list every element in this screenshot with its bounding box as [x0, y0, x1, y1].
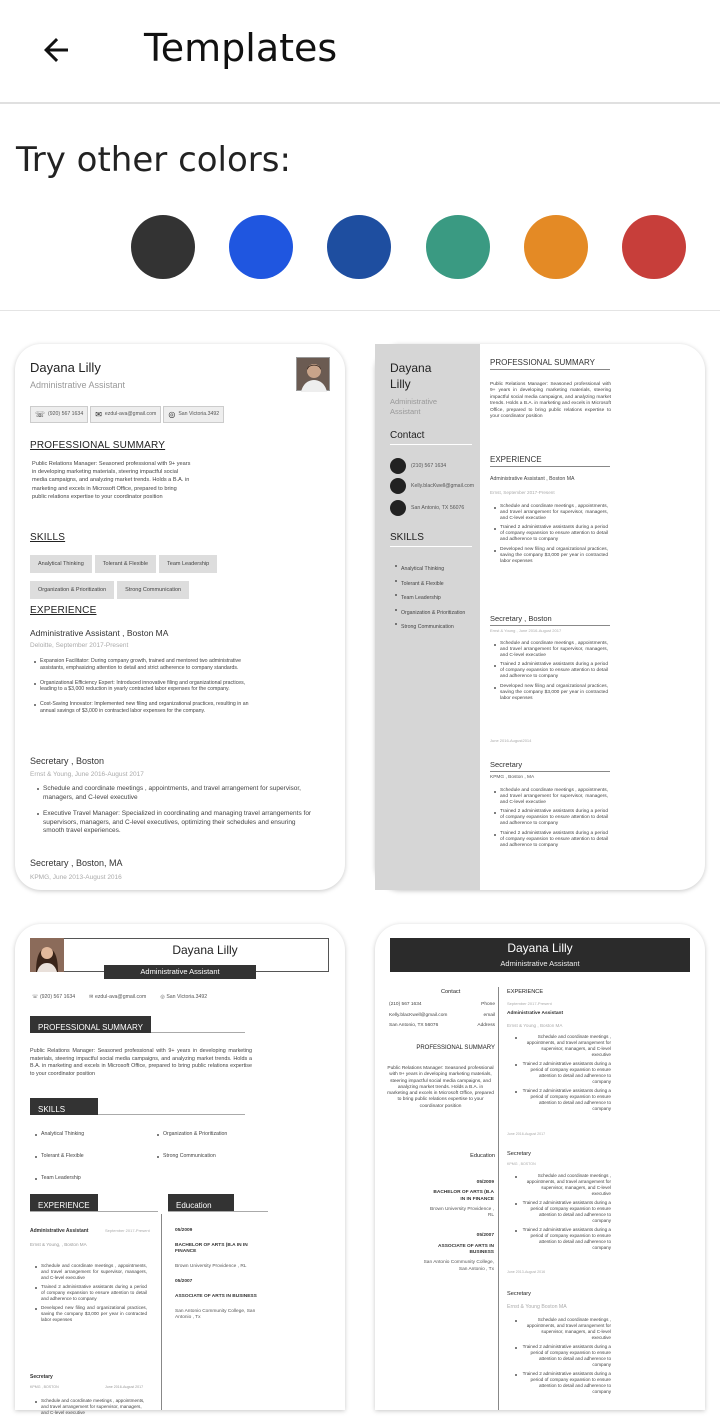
job3-bullet: Schedule and coordinate meetings , appointments, and travel arrangement for supervisor, managers, and C-level executive	[492, 788, 608, 806]
resume-name: Dayana Lilly	[507, 941, 573, 955]
job1-bullet: Schedule and coordinate meetings , appointments, and travel arrangement for supervisor, managers, and C-level executive	[513, 1034, 611, 1058]
skill-item: Strong Communication	[155, 1153, 216, 1159]
edu2-date: 05/2007	[476, 1233, 494, 1239]
summary-heading: PROFESSIONAL SUMMARY	[490, 358, 610, 370]
email-text: Kelly.blacKwell@gmail.com	[411, 482, 475, 489]
experience-heading: EXPERIENCE	[30, 605, 97, 616]
skill-item: Team Leadership	[393, 591, 465, 606]
contact-address	[390, 500, 464, 516]
job1-bullet: Schedule and coordinate meetings , appointments, and travel arrangement for supervisor, managers, and C-level executive	[492, 504, 608, 522]
color-swatch-dark[interactable]	[131, 215, 195, 279]
job1-bullet: Trained 2 administrative assistants during a period of company expansion to ensure attention to detail and adherence to company	[513, 1061, 611, 1085]
color-swatch-navy[interactable]	[327, 215, 391, 279]
job1-company: Ernst, September 2017-Present	[490, 490, 555, 495]
contact-phone	[30, 406, 88, 423]
address-text: San Antonio, TX 56076	[411, 504, 465, 511]
address-text: ◎ San Victoria.3492	[160, 994, 208, 1000]
summary-text: Public Relations Manager: Seasoned professional with 9+ years in developing marketing materials, steering impactful social media campaigns, and analyzing market trends. Holds a B.A. in marketing and excels in Microsoft Office, prepared to bring public relations expertise to your coordinator position	[387, 1066, 494, 1109]
resume-role: Administrative Assistant	[390, 397, 438, 416]
job3-title: Secretary	[490, 760, 610, 772]
timeline-line	[498, 987, 499, 1410]
job3-company: KPMG , Boston , MA	[490, 775, 535, 780]
job3-bullets	[513, 1317, 611, 1395]
job1-date: September 2017-Present	[507, 1001, 552, 1006]
edu2-school: San Antonio Community College, San Antonio , Tx	[423, 1260, 494, 1272]
edu2-date: 05/2007	[175, 1279, 193, 1284]
edu1-school: Brown University Providence , RL	[175, 1264, 247, 1269]
resume-role: Administrative Assistant	[104, 965, 256, 979]
summary-heading: PROFESSIONAL SUMMARY	[416, 1045, 495, 1051]
email-text: ✉ ezdul-ava@gmail.com	[89, 994, 147, 1000]
job2-date: June 2016-August2014	[490, 738, 532, 743]
job3-bullet: Trained 2 administrative assistants during a period of company expansion to ensure attention to detail and adherence to company	[492, 809, 608, 827]
experience-heading: EXPERIENCE	[490, 455, 610, 467]
edu2-school: San Antonio Community College, San Antonio , Tx	[175, 1309, 256, 1320]
job2-bullets	[492, 641, 608, 702]
location-icon: ◎	[168, 410, 176, 419]
job2-bullet: Trained 2 administrative assistants during a period of company expansion to ensure attention to detail and adherence to company	[513, 1200, 611, 1224]
job1-bullets	[32, 658, 258, 715]
skill-item: Tolerant & Flexible	[393, 577, 465, 592]
education-heading: Education	[470, 1153, 495, 1159]
job1-bullet: Developed new filing and organizational practices, saving the company $3,000 per year in contracted labor expenses	[492, 547, 608, 565]
job1-date: September 2017-Present	[105, 1228, 150, 1233]
job1-company: Ernst & Young, , Boston MA	[30, 1242, 87, 1247]
edu2-degree: ASSOCIATE OF ARTS IN BUSINESS	[175, 1294, 257, 1299]
job2-bullet: Schedule and coordinate meetings , appointments, and travel arrangement for supervisor, managers, and C-level executive	[492, 641, 608, 659]
job1-bullet: Developed new filing and organizational practices, saving the company $3,000 per year in contracted labor expenses	[33, 1305, 147, 1323]
job1-bullets	[492, 504, 608, 565]
summary-text: Public Relations Manager: Seasoned professional with 9+ years in developing marketing materials, steering impactful social media campaigns, and analyzing market trends. Holds a B.A. in marketing and excels in Microsoft Office, prepared to bring public relations expertise to your coordinator position	[32, 461, 191, 500]
job2-bullet: Executive Travel Manager: Specialized in coordinating and managing travel arrangements for supervisors, managers, and C-level executives, optimizing their schedules and ensuring smooth travel experiences.	[35, 810, 315, 836]
summary-text: Public Relations Manager: Seasoned professional with 9+ years in developing marketing materials, steering impactful social media campaigns, and analyzing market trends. Holds a B.A. in marketing and excels in Microsoft Office, prepared to bring public relations expertise to your coordinator position	[30, 1048, 252, 1077]
skill-chip: Strong Communication	[117, 581, 189, 599]
colors-label: Try other colors:	[16, 140, 291, 180]
job2-title: Secretary	[30, 1374, 53, 1380]
job1-bullet: Trained 2 administrative assistants during a period of company expansion to ensure attention to detail and adherence to company	[492, 525, 608, 543]
job2-bullet: Schedule and coordinate meetings , appointments, and travel arrangement for supervisor, managers, and C-level executive	[513, 1173, 611, 1197]
skills-heading: SKILLS	[390, 532, 472, 547]
address-text: San Victoria.3492	[178, 411, 220, 417]
summary-text: Public Relations Manager: Seasoned professional with 9+ years in developing marketing materials, steering impactful social media campaigns, and analyzing market trends. Holds a B.A. in marketing and excels in Microsoft Office, prepared to bring public relations expertise to your coordinator position	[490, 382, 611, 420]
job3-bullet: Trained 2 administrative assistants during a period of company expansion to ensure attention to detail and adherence to company	[513, 1371, 611, 1395]
job2-company: KPMG , BOSTON	[507, 1162, 536, 1166]
contact-row	[32, 994, 207, 1001]
job1-title: Administrative Assistant	[30, 1228, 89, 1234]
edu1-school: Brown University Providence , RL	[430, 1206, 494, 1219]
skill-item: Analytical Thinking	[33, 1131, 84, 1137]
color-swatch-orange[interactable]	[524, 215, 588, 279]
contact-email	[390, 478, 475, 494]
skill-chip: Organization & Prioritization	[30, 581, 114, 599]
resume-name: Dayana Lilly	[390, 361, 432, 391]
job1-bullet: Organizational Efficiency Expert: Introduced innovative filing and organizational practices, leading to a $3,000 reduction in yearly contracted labor expenses for the company.	[32, 680, 258, 694]
skills-heading: SKILLS	[30, 532, 66, 543]
contact-heading: Contact	[441, 989, 461, 995]
app-bar	[0, 0, 720, 104]
skill-chip: Analytical Thinking	[30, 555, 92, 573]
phone-icon: ☏	[32, 994, 40, 1000]
skill-item: Tolerant & Flexible	[33, 1153, 84, 1159]
phone-text: (210) 567 1634	[389, 1002, 422, 1007]
job3-company: KPMG, June 2013-August 2016	[30, 874, 122, 881]
color-swatch-teal[interactable]	[426, 215, 490, 279]
job2-bullet: Trained 2 administrative assistants during a period of company expansion to ensure attention to detail and adherence to company	[492, 662, 608, 680]
resume-role: Administrative Assistant	[30, 380, 126, 390]
job2-bullets	[513, 1173, 611, 1251]
avatar	[30, 938, 64, 972]
email-text: Kelly.blacKwell@gmail.com	[389, 1012, 448, 1018]
skills-heading: SKILLS	[30, 1098, 98, 1115]
avatar	[296, 357, 330, 391]
color-swatch-blue[interactable]	[229, 215, 293, 279]
job2-bullet: Trained 2 administrative assistants during a period of company expansion to ensure attention to detail and adherence to company	[513, 1227, 611, 1251]
job1-bullet: Trained 2 administrative assistants during a period of company expansion to ensure attention to detail and adherence to company	[513, 1088, 611, 1112]
skill-item: Team Leadership	[33, 1175, 81, 1181]
job1-bullets	[513, 1034, 611, 1112]
edu1-date: 05/2009	[476, 1180, 494, 1185]
phone-icon	[390, 458, 406, 474]
job3-bullets	[492, 788, 608, 849]
job1-company: Deloitte, September 2017-Present	[30, 642, 129, 649]
job2-bullet: Schedule and coordinate meetings , appointments, and travel arrangement for supervisor, managers, and C-level executive	[35, 785, 315, 802]
job2-date: June 2016-August 2017	[105, 1385, 144, 1389]
contact-address	[163, 406, 224, 423]
contact-heading: Contact	[390, 430, 472, 445]
color-swatch-red[interactable]	[622, 215, 686, 279]
address-text: San Antonio, TX 56076	[389, 1023, 439, 1028]
job1-bullet: Schedule and coordinate meetings , appointments, and travel arrangement for supervisor, managers, and C-level executive	[33, 1263, 147, 1281]
summary-heading: PROFESSIONAL SUMMARY	[30, 440, 166, 451]
job2-company: Ernst & Young, June 2016-August 2017	[30, 771, 144, 778]
summary-heading: PROFESSIONAL SUMMARY	[30, 1016, 151, 1033]
job3-bullet: Trained 2 administrative assistants during a period of company expansion to ensure attention to detail and adherence to company	[492, 831, 608, 849]
job1-title: Administrative Assistant	[507, 1011, 564, 1016]
job3-bullet: Schedule and coordinate meetings , appointments, and travel arrangement for supervisor, managers, and C-level executive	[513, 1317, 611, 1341]
contact-table	[389, 1000, 495, 1032]
divider	[0, 310, 720, 311]
phone-icon: ☏	[35, 410, 46, 419]
job3-company: Ernst & Young Boston MA	[507, 1304, 567, 1310]
column-divider	[161, 1214, 162, 1410]
skills-list	[393, 562, 465, 635]
job1-title: Administrative Assistant , Boston MA	[490, 476, 575, 482]
edu1-degree: BACHELOR OF ARTS (B.A IN IN FINANCE	[433, 1190, 494, 1202]
mail-icon: ✉	[89, 994, 95, 1000]
template-card-4[interactable]	[375, 924, 705, 1410]
skill-item: Organization & Prioritization	[393, 606, 465, 621]
email-label: email	[483, 1012, 495, 1018]
education-rule	[168, 1211, 268, 1212]
contact-email	[90, 406, 161, 423]
education-list	[423, 1180, 494, 1273]
skill-item: Analytical Thinking	[393, 562, 465, 577]
location-icon	[390, 500, 406, 516]
job3-bullet: Trained 2 administrative assistants during a period of company expansion to ensure attention to detail and adherence to company	[513, 1344, 611, 1368]
job1-bullet: Cost-Saving Innovator: Implemented new filing and organizational practices, resulting in an annual savings of $3,000 in contracted labor expenses for the company.	[32, 701, 258, 715]
education-heading: Education	[168, 1194, 234, 1211]
page-title: Templates	[144, 26, 338, 70]
phone-text: ☏ (920) 567 1634	[32, 994, 76, 1000]
job1-bullet: Trained 2 administrative assistants during a period of company expansion to ensure attention to detail and adherence to company	[33, 1284, 147, 1302]
job2-bullet: Developed new filing and organizational practices, saving the company $3,000 per year in contracted labor expenses	[492, 684, 608, 702]
phone-text: (920) 567 1634	[48, 411, 84, 417]
skills-list	[30, 552, 270, 604]
job2-title: Secretary , Boston	[30, 756, 105, 766]
job1-company: Ernst & Young , Boston MA	[507, 1023, 563, 1028]
email-text: ezdul-ava@gmail.com	[104, 411, 157, 417]
location-icon: ◎	[160, 994, 167, 1000]
job2-company: KPMG , BOSTON	[30, 1385, 59, 1389]
job3-title: Secretary	[507, 1291, 531, 1297]
address-label: Address	[477, 1023, 495, 1028]
skill-chip: Team Leadership	[159, 555, 217, 573]
job3-title: Secretary , Boston, MA	[30, 858, 123, 868]
template-card-1[interactable]	[15, 344, 345, 890]
edu1-date: 05/2009	[175, 1228, 193, 1233]
job2-bullets	[33, 1398, 147, 1416]
job2-title: Secretary	[507, 1151, 531, 1157]
resume-name: Dayana Lilly	[30, 360, 101, 375]
contact-phone	[390, 458, 446, 474]
skill-item: Organization & Prioritization	[155, 1131, 227, 1137]
job1-end: June 2016-August 2017	[507, 1132, 546, 1136]
education-list	[175, 1228, 265, 1321]
job1-bullets	[33, 1263, 147, 1323]
experience-rule	[30, 1211, 158, 1212]
phone-text: (210) 567 1634	[411, 462, 447, 469]
skill-item: Strong Communication	[393, 620, 465, 635]
job1-bullet: Expansion Facilitator: During company growth, trained and mentored two administrative assistants, emphasizing attention to detail and strict adherence to company standards.	[32, 658, 258, 672]
back-button[interactable]	[34, 30, 78, 70]
resume-name: Dayana Lilly	[172, 943, 238, 957]
edu1-degree: BACHELOR OF ARTS (B.A IN IN FINANCE	[175, 1243, 248, 1254]
resume-role: Administrative Assistant	[500, 959, 580, 968]
experience-heading: EXPERIENCE	[507, 989, 544, 995]
job2-bullets	[35, 785, 315, 836]
mail-icon	[390, 478, 406, 494]
job2-bullet: Schedule and coordinate meetings , appointments, and travel arrangement for supervisor, managers, and C-level executive	[33, 1398, 147, 1416]
job2-title: Secretary , Boston	[490, 614, 610, 626]
job1-title: Administrative Assistant , Boston MA	[30, 628, 169, 638]
arrow-left-icon	[38, 32, 74, 68]
phone-label: Phone	[481, 1002, 495, 1007]
mail-icon: ✉	[95, 410, 102, 419]
experience-heading: EXPERIENCE	[30, 1194, 98, 1211]
job2-company: Ernst & Young , June 2016-August 2017	[490, 628, 562, 633]
job2-date: June 2013-August 2016	[507, 1270, 546, 1274]
edu2-degree: ASSOCIATE OF ARTS IN BUSINESS	[438, 1243, 494, 1256]
skill-chip: Tolerant & Flexible	[95, 555, 156, 573]
template-card-3[interactable]	[15, 924, 345, 1415]
template-card-2[interactable]	[375, 344, 705, 890]
